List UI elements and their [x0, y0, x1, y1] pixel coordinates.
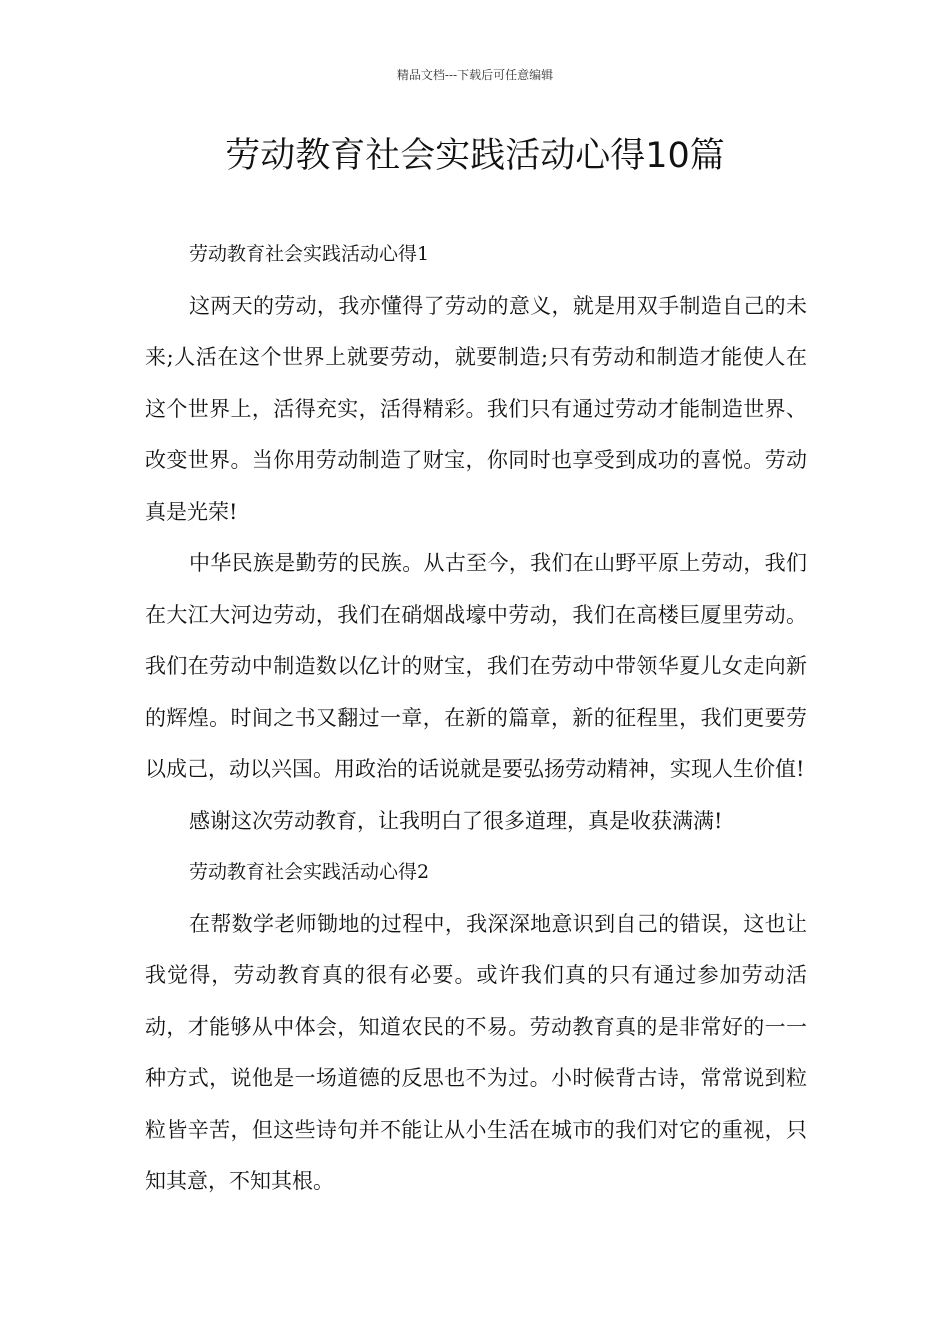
section-heading: 劳动教育社会实践活动心得2	[189, 861, 430, 883]
paragraph: 在帮数学老师锄地的过程中，我深深地意识到自己的错误，这也让我觉得，劳动教育真的很有必要。或许我们真的只有通过参加劳动活动，才能够从中体会，知道农民的不易。劳动教育真的是非常好的一一种方式，说他是一场道德的反思也不为过。小时候背古诗，常常说到粒粒皆辛苦，但这些诗句并不能让从小生活在城市的我们对它的重视，只知其意，不知其根。	[145, 911, 807, 1193]
document-body	[145, 229, 807, 1208]
header-note: 精品文档---下载后可任意编辑	[396, 68, 554, 82]
paragraph: 中华民族是勤劳的民族。从古至今，我们在山野平原上劳动，我们在大江大河边劳动，我们在硝烟战壕中劳动，我们在高楼巨厦里劳动。我们在劳动中制造数以亿计的财宝，我们在劳动中带领华夏儿女走向新的辉煌。时间之书又翻过一章，在新的篇章，新的征程里，我们更要劳以成己，动以兴国。用政治的话说就是要弘扬劳动精神，实现人生价值!	[145, 551, 807, 781]
section-heading: 劳动教育社会实践活动心得1	[189, 243, 430, 265]
document-title: 劳动教育社会实践活动心得10篇	[225, 136, 725, 176]
paragraph: 这两天的劳动，我亦懂得了劳动的意义，就是用双手制造自己的未来;人活在这个世界上就要劳动，就要制造;只有劳动和制造才能使人在这个世界上，活得充实，活得精彩。我们只有通过劳动才能制造世界、改变世界。当你用劳动制造了财宝，你同时也享受到成功的喜悦。劳动真是光荣!	[145, 293, 807, 524]
paragraph: 感谢这次劳动教育，让我明白了很多道理，真是收获满满!	[189, 808, 723, 833]
